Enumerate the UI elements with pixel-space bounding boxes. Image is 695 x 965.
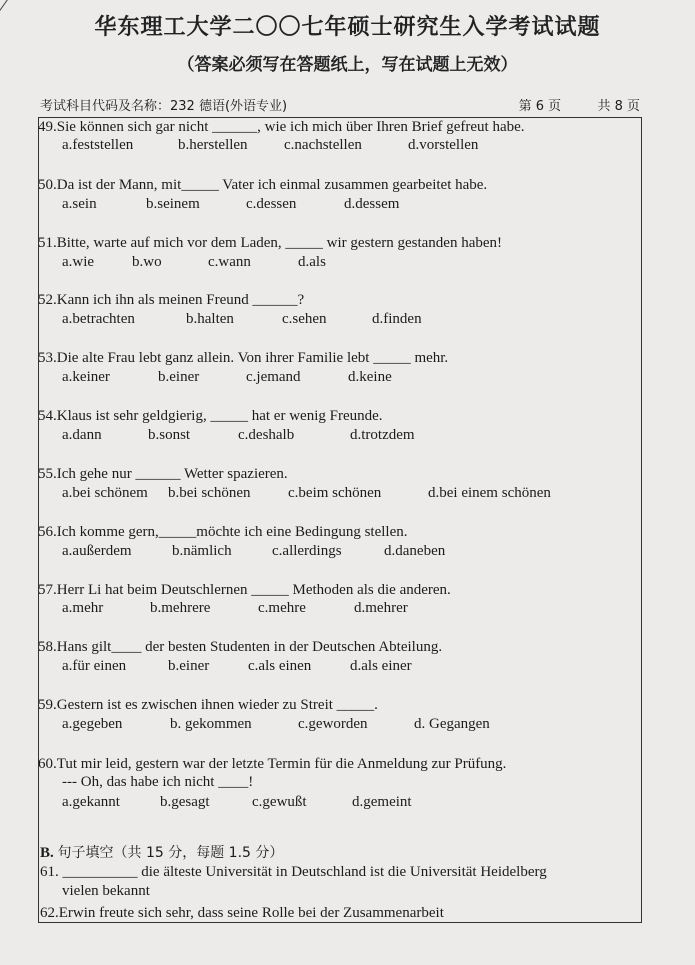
option-a: a.bei schönem bbox=[62, 485, 148, 501]
option-d: d.trotzdem bbox=[350, 427, 415, 443]
answer-blank: __________ bbox=[62, 864, 138, 880]
option-c: c.allerdings bbox=[272, 543, 342, 559]
option-b: b.gesagt bbox=[160, 794, 210, 810]
section-b-letter: B. bbox=[40, 845, 54, 861]
question-stem: 50.Da ist der Mann, mit_____ Vater ich einmal zusammen gearbeitet habe. bbox=[38, 177, 488, 193]
option-b: b.nämlich bbox=[172, 543, 232, 559]
option-a: a.dann bbox=[62, 427, 102, 443]
option-c: c.beim schönen bbox=[288, 485, 382, 501]
question-text: die älteste Universität in Deutschland ist die Universität Heidelberg bbox=[141, 864, 547, 880]
page-info bbox=[519, 95, 640, 114]
question-58 bbox=[38, 639, 442, 656]
question-stem: 55.Ich gehe nur ______ Wetter spazieren. bbox=[38, 466, 288, 482]
question-56 bbox=[38, 524, 408, 541]
question-stem: 56.Ich komme gern,_____möchte ich eine Bedingung stellen. bbox=[38, 524, 408, 540]
question-stem: 60.Tut mir leid, gestern war der letzte Termin für die Anmeldung zur Prüfung. bbox=[38, 756, 507, 772]
option-a: a.keiner bbox=[62, 369, 110, 385]
question-stem: 59.Gestern ist es zwischen ihnen wieder zu Streit _____. bbox=[38, 697, 378, 713]
option-b: b.seinem bbox=[146, 196, 200, 212]
question-stem: 58.Hans gilt____ der besten Studenten in der Deutschen Abteilung. bbox=[38, 639, 443, 655]
option-d: d.dessem bbox=[344, 196, 400, 212]
option-c: c.wann bbox=[208, 254, 251, 270]
option-b: b.bei schönen bbox=[168, 485, 251, 501]
option-c: c.gewußt bbox=[252, 794, 307, 810]
question-49 bbox=[38, 119, 525, 136]
option-a: a.gegeben bbox=[62, 716, 123, 732]
exam-header bbox=[40, 95, 640, 115]
option-a: a.feststellen bbox=[62, 137, 134, 153]
option-a: a.mehr bbox=[62, 600, 104, 616]
option-a: a.wie bbox=[62, 254, 95, 270]
option-d: d.als einer bbox=[350, 658, 412, 674]
option-d: d.daneben bbox=[384, 543, 446, 559]
question-52 bbox=[38, 292, 304, 309]
option-b: b.sonst bbox=[148, 427, 191, 443]
section-b-heading bbox=[40, 842, 283, 862]
option-b: b.halten bbox=[186, 311, 234, 327]
option-d: d.mehrer bbox=[354, 600, 408, 616]
section-b-title: 句子填空（共 15 分，每题 1.5 分） bbox=[57, 845, 284, 861]
question-stem: 54.Klaus ist sehr geldgierig, _____ hat er wenig Freunde. bbox=[38, 408, 383, 424]
question-53 bbox=[38, 350, 448, 367]
exam-instruction: （答案必须写在答题纸上，写在试题上无效） bbox=[177, 55, 518, 75]
option-b: b.einer bbox=[158, 369, 200, 385]
question-number: 61. bbox=[40, 864, 59, 880]
option-c: c.geworden bbox=[298, 716, 368, 732]
question-51 bbox=[38, 235, 502, 252]
option-c: c.sehen bbox=[282, 311, 327, 327]
option-a: a.gekannt bbox=[62, 794, 120, 810]
option-d: d. Gegangen bbox=[414, 716, 490, 732]
option-c: c.nachstellen bbox=[284, 137, 362, 153]
option-c: c.deshalb bbox=[238, 427, 295, 443]
option-c: c.dessen bbox=[246, 196, 297, 212]
question-61 bbox=[40, 864, 547, 881]
option-a: a.außerdem bbox=[62, 543, 132, 559]
question-55 bbox=[38, 466, 288, 483]
question-50 bbox=[38, 177, 487, 194]
option-d: d.gemeint bbox=[352, 794, 412, 810]
option-d: d.bei einem schönen bbox=[428, 485, 551, 501]
option-c: c.jemand bbox=[246, 369, 301, 385]
option-a: a.sein bbox=[62, 196, 97, 212]
option-a: a.für einen bbox=[62, 658, 127, 674]
option-b: b.einer bbox=[168, 658, 210, 674]
question-stem: 52.Kann ich ihn als meinen Freund ______? bbox=[38, 292, 305, 308]
option-b: b.herstellen bbox=[178, 137, 248, 153]
option-b: b.wo bbox=[132, 254, 162, 270]
question-60-reply bbox=[62, 774, 253, 791]
question-57 bbox=[38, 582, 451, 599]
option-d: d.als bbox=[298, 254, 326, 270]
question-stem: 49.Sie können sich gar nicht ______, wie ich mich über Ihren Brief gefreut habe. bbox=[38, 119, 525, 135]
total-pages: 共 8 页 bbox=[597, 99, 640, 114]
option-a: a.betrachten bbox=[62, 311, 135, 327]
question-stem: 53.Die alte Frau lebt ganz allein. Von ihrer Familie lebt _____ mehr. bbox=[38, 350, 449, 366]
option-d: d.finden bbox=[372, 311, 422, 327]
question-59 bbox=[38, 697, 378, 714]
option-b: b.mehrere bbox=[150, 600, 211, 616]
question-61-continuation: vielen bekannt bbox=[62, 883, 150, 899]
option-b: b. gekommen bbox=[170, 716, 252, 732]
question-stem: 57.Herr Li hat beim Deutschlernen _____ Methoden als die anderen. bbox=[38, 582, 451, 598]
subject-label: 考试科目代码及名称：232 德语(外语专业) bbox=[40, 99, 288, 114]
option-d: d.keine bbox=[348, 369, 392, 385]
exam-title: 华东理工大学二〇〇七年硕士研究生入学考试试题 bbox=[94, 15, 601, 40]
question-54 bbox=[38, 408, 383, 425]
page-number: 第 6 页 bbox=[518, 99, 562, 114]
question-stem: 51.Bitte, warte auf mich vor dem Laden, _____ wir gestern gestanden haben! bbox=[38, 235, 503, 251]
question-62: 62.Erwin freute sich sehr, dass seine Rolle bei der Zusammenarbeit bbox=[40, 905, 444, 921]
option-d: d.vorstellen bbox=[408, 137, 479, 153]
option-c: c.mehre bbox=[258, 600, 306, 616]
question-60 bbox=[38, 756, 506, 773]
question-stem-reply: --- Oh, das habe ich nicht ____! bbox=[62, 774, 254, 790]
option-c: c.als einen bbox=[248, 658, 312, 674]
